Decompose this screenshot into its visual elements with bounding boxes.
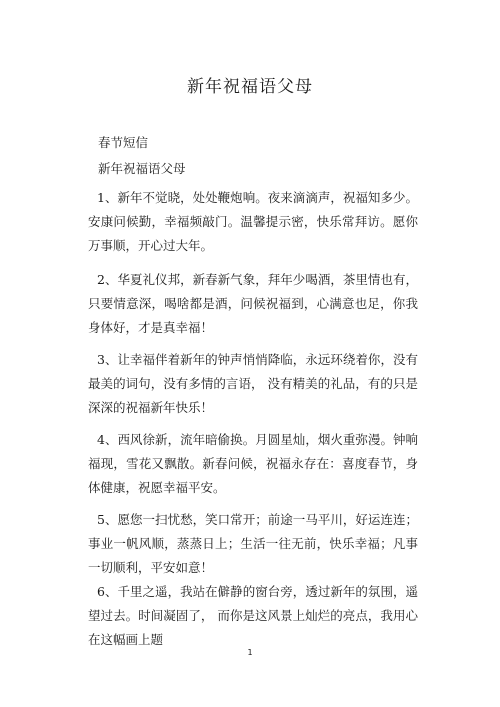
paragraph-2: 2、华夏礼仪邦，新春新气象，拜年少喝酒，茶里情也有，只要情意深，喝啥都是酒，问候祝福到，心满意也足，你我身体好，才是真幸福！: [88, 272, 418, 335]
paragraph-5: 5、愿您一扫忧愁，笑口常开；前途一马平川，好运连连；事业一帆风顺，蒸蒸日上；生活一往无前，快乐幸福；凡事一切顺利，平安如意！: [88, 512, 418, 575]
document-subtitle: 新年祝福语父母: [98, 161, 186, 176]
paragraph-6: 6、千里之遥，我站在僻静的窗台旁，透过新年的氛围，遥望过去。时间凝固了， 而你是这风景上灿烂的亮点，我用心在这幅画上题: [88, 584, 418, 647]
page-number: 1: [247, 648, 253, 657]
paragraph-1: 1、新年不觉晓，处处鞭炮响。夜来滴滴声，祝福知多少。安康问候勤，幸福频敲门。温馨提示密，快乐常拜访。愿你万事顺，开心过大年。: [88, 190, 418, 253]
paragraph-4: 4、西风徐新，流年暗偷换。月圆星灿，烟火重弥漫。钟响福现，雪花又飘散。新春问候，祝福永存在：喜度春节，身体健康，祝愿幸福平安。: [88, 432, 418, 495]
paragraph-3: 3、让幸福伴着新年的钟声悄悄降临，永远环绕着你，没有最美的词句，没有多情的言语， 没有精美的礼品，有的只是深深的祝福新年快乐！: [88, 352, 418, 415]
document-title: 新年祝福语父母: [187, 77, 313, 97]
section-label: 春节短信: [98, 135, 149, 150]
